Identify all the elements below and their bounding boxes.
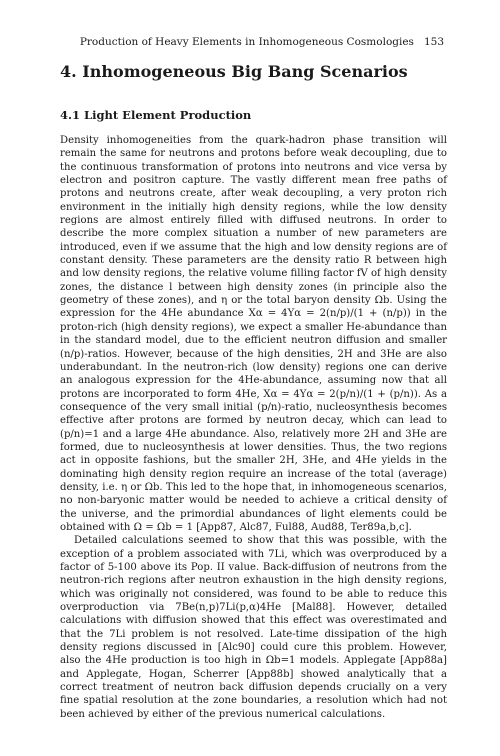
paragraph-1: Density inhomogeneities from the quark-hadron phase transition will remain the same for neutrons and protons before weak decoupling, due to the continuous transformation of protons into neutrons and vice versa by electron and positron capture. The vastly different mean free paths of protons and neutrons create, after weak decoupling, a very proton rich environment in the initially high density regions, while the low density regions are almost entirely filled with diffused neutrons. In order to describe the more complex situation a number of new parameters are introduced, even if we assume that the high and low density regions are of constant density. These parameters are the density ratio R between high and low density regions, the relative volume filling factor fV of high density zones, the distance l between high density zones (in principle also the geometry of these zones), and η or the total baryon density Ωb. Using the expression for the 4He abundance Xα = 4Yα = 2(n/p)/(1 + (n/p)) in the proton-rich (high density regions), we expect a smaller He-abundance than in the standard model, due to the efficient neutron diffusion and smaller (n/p)-ratios. However, because of the high densities, 2H and 3He are also underabundant. In the neutron-rich (low density) regions one can derive an analogous expression for the 4He-abundance, assuming now that all protons are incorporated to form 4He, Xα = 4Yα = 2(p/n)/(1 + (p/n)). As a consequence of the very small initial (p/n)-ratio, nucleosynthesis becomes effective after protons are formed by neutron decay, which can lead to (p/n)=1 and a large 4He abundance. Also, relatively more 2H and 3He are formed, due to nucleosynthesis at lower densities. Thus, the two regions act in opposite fashions, but the smaller 2H, 3He, and 4He yields in the dominating high density region require an increase of the total (average) density, i.e. η or Ωb. This led to the hope that, in inhomogeneous scenarios, no non-baryonic matter would be needed to achieve a critical density of the universe, and the primordial abundances of light elements could be obtained with Ω = Ωb = 1 [App87, Alc87, Ful88, Aud88, Ter89a,b,c].: [60, 135, 447, 533]
page-number: 153: [423, 36, 444, 48]
running-head: [60, 36, 444, 48]
chapter-title: 4. Inhomogeneous Big Bang Scenarios: [60, 62, 408, 81]
section-title: 4.1 Light Element Production: [60, 108, 252, 122]
paragraph-2: Detailed calculations seemed to show that this was possible, with the exception of a problem associated with 7Li, which was overproduced by a factor of 5-100 above its Pop. II value. Back-diffusion of neutrons from the neutron-rich regions after neutron exhaustion in the high density regions, which was originally not considered, was found to be able to reduce this overproduction via 7Be(n,p)7Li(p,α)4He [Mal88]. However, detailed calculations with diffusion showed that this effect was overestimated and that the 7Li problem is not resolved. Late-time dissipation of the high density regions discussed in [Alc90] could cure this problem. However, also the 4He production is too high in Ωb=1 models. Applegate [App88a] and Applegate, Hogan, Scherrer [App88b] showed analytically that a correct treatment of neutron back diffusion depends crucially on a very fine spatial resolution at the zone boundaries, a resolution which had not been achieved by either of the previous numerical calculations.: [60, 535, 447, 720]
running-title: Production of Heavy Elements in Inhomogeneous Cosmologies: [79, 36, 414, 48]
body-text: [60, 134, 447, 721]
